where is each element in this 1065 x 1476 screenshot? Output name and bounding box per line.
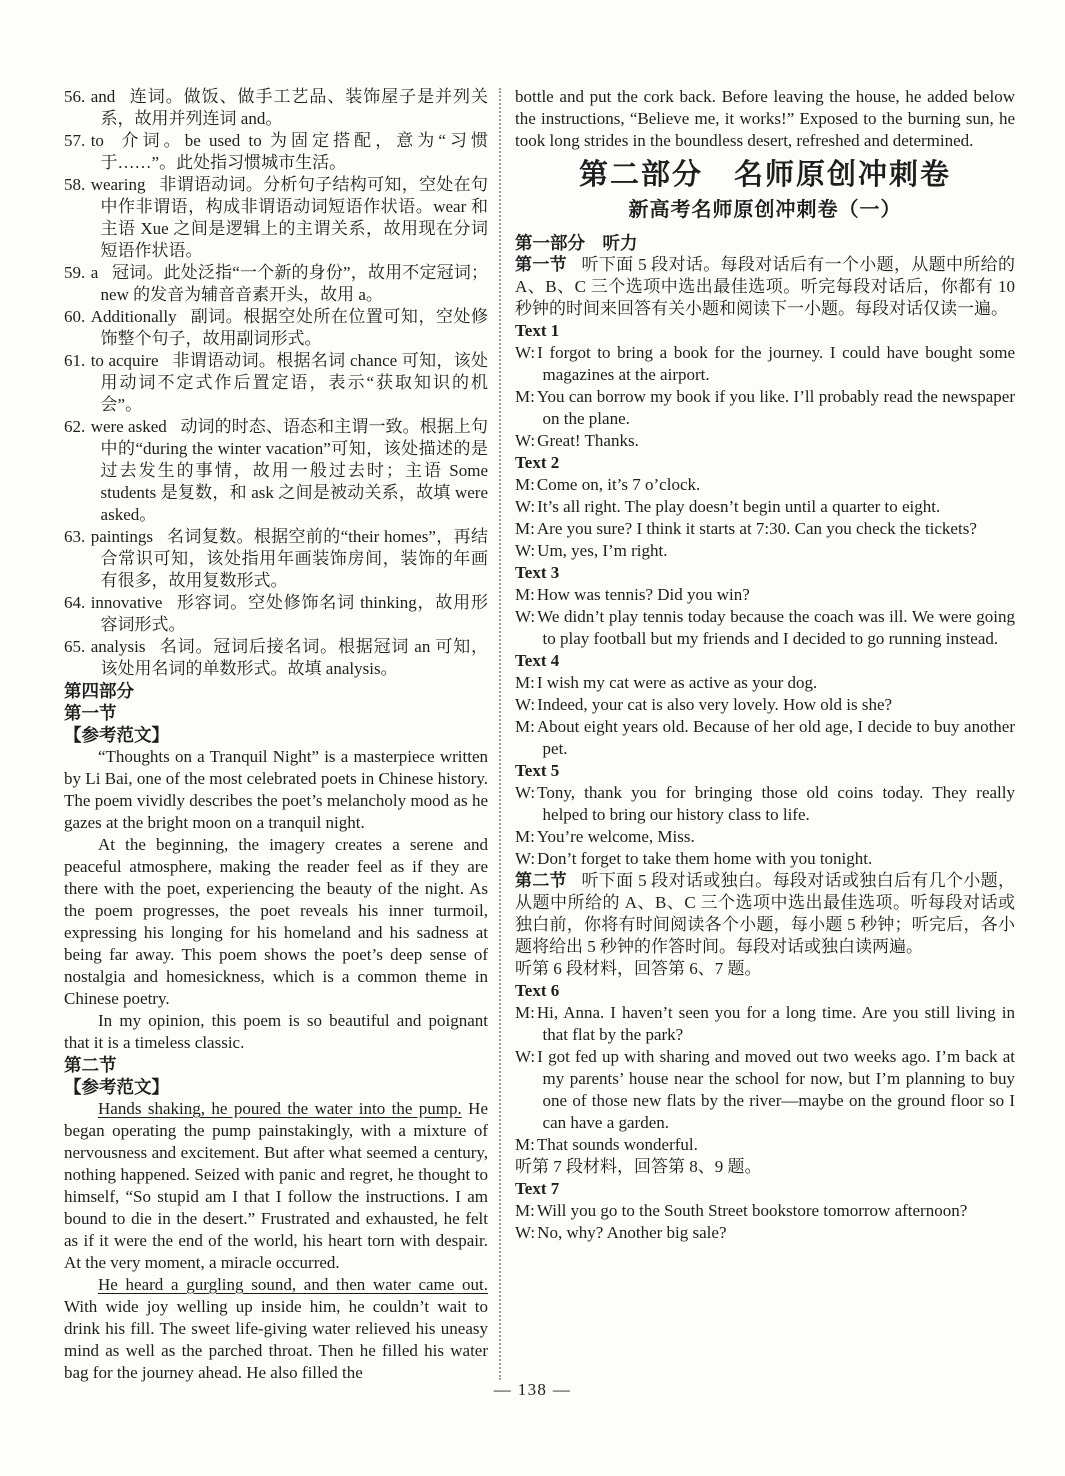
item-number: 64. — [64, 593, 86, 612]
answer-item — [64, 636, 488, 680]
dialogue-line: W: I got fed up with sharing and moved out two weeks ago. I’m back at my parents’ house near the school for now, but I’m planning to buy one of those new flats by the river—maybe on the ground floor so I can have a garden. — [515, 1047, 1015, 1132]
item-explanation: 非谓语动词。分析句子结构可知，空处在句中作非谓语，构成非谓语动词短语作状语。wear 和主语 Xue 之间是逻辑上的主谓关系，故用现在分词短语作状语。 — [100, 175, 488, 260]
left-column — [64, 86, 488, 1384]
item-answer: a — [90, 263, 99, 282]
dialogue-line: W: I forgot to bring a book for the journey. I could have bought some magazines at the airport. — [515, 343, 1015, 384]
item-answer: to acquire — [90, 351, 159, 370]
dialogue-line: M: You can borrow my book if you like. I’ll probably read the newspaper on the plane. — [515, 387, 1015, 428]
essay-paragraph: At the beginning, the imagery creates a serene and peaceful atmosphere, making the reader feel as if they are there with the poet, experiencing the beauty of the night. As the poem progresses, the poet reveals his inner turmoil, expressing his longing for his homeland and his sadness at being far away. This poem shows the poet’s deep sense of nostalgia and homesickness, which is a common theme in Chinese poetry. — [64, 835, 488, 1008]
text-label: Text 1 — [515, 321, 560, 340]
text-label: Text 4 — [515, 651, 560, 670]
answer-item — [64, 86, 488, 130]
speaker-label: M: — [515, 1135, 535, 1154]
section-heading: 第四部分 — [64, 681, 134, 701]
answer-item — [64, 306, 488, 350]
dialogue-line: M: That sounds wonderful. — [515, 1135, 698, 1154]
dialogue-line: M: You’re welcome, Miss. — [515, 827, 695, 846]
answer-item — [64, 350, 488, 416]
item-answer: analysis — [90, 637, 146, 656]
speaker-label: W: — [515, 1223, 536, 1242]
item-explanation: 介词。be used to 为固定搭配，意为“习惯于……”。此处指习惯城市生活。 — [100, 131, 488, 172]
dialogue-line: W: Tony, thank you for bringing those old coins today. They really helped to bring our history class to life. — [515, 783, 1015, 824]
dialogue-line: M: About eight years old. Because of her old age, I decide to buy another pet. — [515, 717, 1015, 758]
listening-note: 听第 7 段材料，回答第 8、9 题。 — [515, 1157, 762, 1176]
dialogue-line: W: Indeed, your cat is also very lovely. How old is she? — [515, 695, 893, 714]
dialogue-line: W: We didn’t play tennis today because the coach was ill. We were going to play football but my friends and I decided to go running instead. — [515, 607, 1015, 648]
text-label: Text 3 — [515, 563, 560, 582]
speaker-label: W: — [515, 343, 536, 362]
section-heading: 第一部分 听力 — [515, 233, 638, 253]
underlined-sentence: Hands shaking, he poured the water into the pump. — [98, 1099, 462, 1118]
text-label: Text 7 — [515, 1179, 560, 1198]
instructions-text: 听下面 5 段对话或独白。每段对话或独白后有几个小题，从题中所给的 A、B、C 三个选项中选出最佳选项。听每段对话或独白前，你将有时间阅读各个小题，每小题 5 秒钟；听完后，各小题将给出 5 秒钟的作答时间。每段对话或独白读两遍。 — [515, 871, 1016, 956]
item-explanation: 副词。根据空处所在位置可知，空处修饰整个句子，故用副词形式。 — [100, 307, 488, 348]
speaker-label: M: — [515, 387, 535, 406]
speaker-label: M: — [515, 475, 535, 494]
item-explanation: 名词复数。根据空前的“their homes”，再结合常识可知，该处指用年画装饰房间，装饰的年画有很多，故用复数形式。 — [100, 527, 488, 590]
item-explanation: 非谓语动词。根据名词 chance 可知，该处用动词不定式作后置定语，表示“获取知识的机会”。 — [100, 351, 488, 414]
item-number: 62. — [64, 417, 86, 436]
dialogue-line: W: Great! Thanks. — [515, 431, 639, 450]
speaker-label: W: — [515, 1047, 536, 1066]
answer-item — [64, 592, 488, 636]
dialogue-line: M: Come on, it’s 7 o’clock. — [515, 475, 701, 494]
dialogue-line: W: It’s all right. The play doesn’t begin until a quarter to eight. — [515, 497, 941, 516]
answer-item — [64, 130, 488, 174]
part-title: 第二部分 名师原创冲刺卷 — [578, 159, 951, 191]
item-answer: innovative — [90, 593, 163, 612]
speaker-label: W: — [515, 695, 536, 714]
right-column — [515, 86, 1015, 1384]
section-heading: 第二节 — [64, 1055, 117, 1075]
section-label: 第二节 — [515, 871, 568, 890]
speaker-label: M: — [515, 717, 535, 736]
item-answer: wearing — [90, 175, 146, 194]
essay-paragraph: He heard a gurgling sound, and then water came out. With wide joy welling up inside him, he couldn’t wait to drink his fill. The sweet life-giving water relieved his uneasy mind as well as the parched throat. Then he filled his water bag for the journey ahead. He also filled the — [64, 1275, 488, 1382]
item-number: 59. — [64, 263, 86, 282]
text-label: Text 6 — [515, 981, 560, 1000]
speaker-label: M: — [515, 1201, 535, 1220]
item-explanation: 名词。冠词后接名词。根据冠词 an 可知，该处用名词的单数形式。故填 analysis。 — [100, 637, 488, 678]
dialogue-line: W: Um, yes, I’m right. — [515, 541, 668, 560]
item-number: 65. — [64, 637, 86, 656]
speaker-label: W: — [515, 783, 536, 802]
section-instructions — [515, 254, 1015, 320]
speaker-label: M: — [515, 519, 535, 538]
item-number: 58. — [64, 175, 86, 194]
instructions-text: 听下面 5 段对话。每段对话后有一个小题，从题中所给的 A、B、C 三个选项中选出最佳选项。听完每段对话后，你都有 10 秒钟的时间来回答有关小题和阅读下一小题。每段对话仅读一遍。 — [515, 255, 1016, 318]
page-number: — 138 — — [493, 1380, 572, 1399]
answer-item — [64, 174, 488, 262]
item-answer: and — [90, 87, 116, 106]
section-heading: 【参考范文】 — [64, 725, 169, 745]
item-number: 56. — [64, 87, 86, 106]
dialogue-line: M: Hi, Anna. I haven’t seen you for a long time. Are you still living in that flat by the park? — [515, 1003, 1015, 1044]
speaker-label: W: — [515, 541, 536, 560]
dialogue-line: M: Will you go to the South Street bookstore tomorrow afternoon? — [515, 1201, 968, 1220]
answer-item — [64, 262, 488, 306]
item-explanation: 动词的时态、语态和主谓一致。根据上句中的“during the winter vacation”可知，该处描述的是过去发生的事情，故用一般过去时；主语 Some students 是复数，和 ask 之间是被动关系，故填 were asked。 — [100, 417, 488, 524]
column-divider — [499, 88, 501, 1380]
item-explanation: 连词。做饭、做手工艺品、装饰屋子是并列关系，故用并列连词 and。 — [100, 87, 488, 128]
section-heading: 第一节 — [64, 703, 117, 723]
underlined-sentence: He heard a gurgling sound, and then water came out. — [98, 1275, 488, 1294]
section-instructions — [515, 870, 1015, 958]
answer-item — [64, 416, 488, 526]
item-number: 61. — [64, 351, 86, 370]
item-answer: to — [90, 131, 104, 150]
page-footer — [0, 1379, 1065, 1401]
text-label: Text 2 — [515, 453, 560, 472]
item-answer: were asked — [90, 417, 167, 436]
speaker-label: W: — [515, 607, 536, 626]
dialogue-line: W: No, why? Another big sale? — [515, 1223, 727, 1242]
item-number: 60. — [64, 307, 86, 326]
dialogue-line: M: Are you sure? I think it starts at 7:30. Can you check the tickets? — [515, 519, 977, 538]
item-explanation: 形容词。空处修饰名词 thinking，故用形容词形式。 — [100, 593, 488, 634]
answer-item — [64, 526, 488, 592]
essay-paragraph: Hands shaking, he poured the water into the pump. He began operating the pump painstakingly, with a mixture of nervousness and excitement. But after what seemed a century, nothing happened. Seized with panic and regret, he thought to himself, “So stupid am I that I follow the instructions. I am bound to die in the desert.” Frustrated and exhausted, he felt as if it were the end of the world, his heart torn with despair. At the very moment, a miracle occurred. — [64, 1099, 488, 1272]
dialogue-line: M: I wish my cat were as active as your dog. — [515, 673, 818, 692]
item-answer: paintings — [90, 527, 154, 546]
item-explanation: 冠词。此处泛指“一个新的身份”，故用不定冠词；new 的发音为辅音音素开头，故用 a。 — [100, 263, 488, 304]
listening-note: 听第 6 段材料，回答第 6、7 题。 — [515, 959, 762, 978]
dialogue-line: W: Don’t forget to take them home with you tonight. — [515, 849, 873, 868]
item-number: 63. — [64, 527, 86, 546]
item-answer: Additionally — [90, 307, 177, 326]
section-label: 第一节 — [515, 255, 568, 274]
speaker-label: W: — [515, 849, 536, 868]
speaker-label: M: — [515, 827, 535, 846]
exam-paper-title: 新高考名师原创冲刺卷（一） — [628, 199, 902, 221]
speaker-label: W: — [515, 497, 536, 516]
speaker-label: M: — [515, 673, 535, 692]
section-heading: 【参考范文】 — [64, 1077, 169, 1097]
continued-paragraph: bottle and put the cork back. Before leaving the house, he added below the instructions, “Believe me, it works!” Exposed to the burning sun, he took long strides in the boundless desert, refreshed and determined. — [515, 87, 1015, 150]
speaker-label: M: — [515, 1003, 535, 1022]
dialogue-line: M: How was tennis? Did you win? — [515, 585, 750, 604]
essay-paragraph: In my opinion, this poem is so beautiful and poignant that it is a timeless classic. — [64, 1011, 488, 1052]
speaker-label: M: — [515, 585, 535, 604]
essay-paragraph: “Thoughts on a Tranquil Night” is a masterpiece written by Li Bai, one of the most celebrated poets in Chinese history. The poem vividly describes the poet’s melancholy mood as he gazes at the bright moon on a tranquil night. — [64, 747, 488, 832]
speaker-label: W: — [515, 431, 536, 450]
item-number: 57. — [64, 131, 86, 150]
text-label: Text 5 — [515, 761, 560, 780]
